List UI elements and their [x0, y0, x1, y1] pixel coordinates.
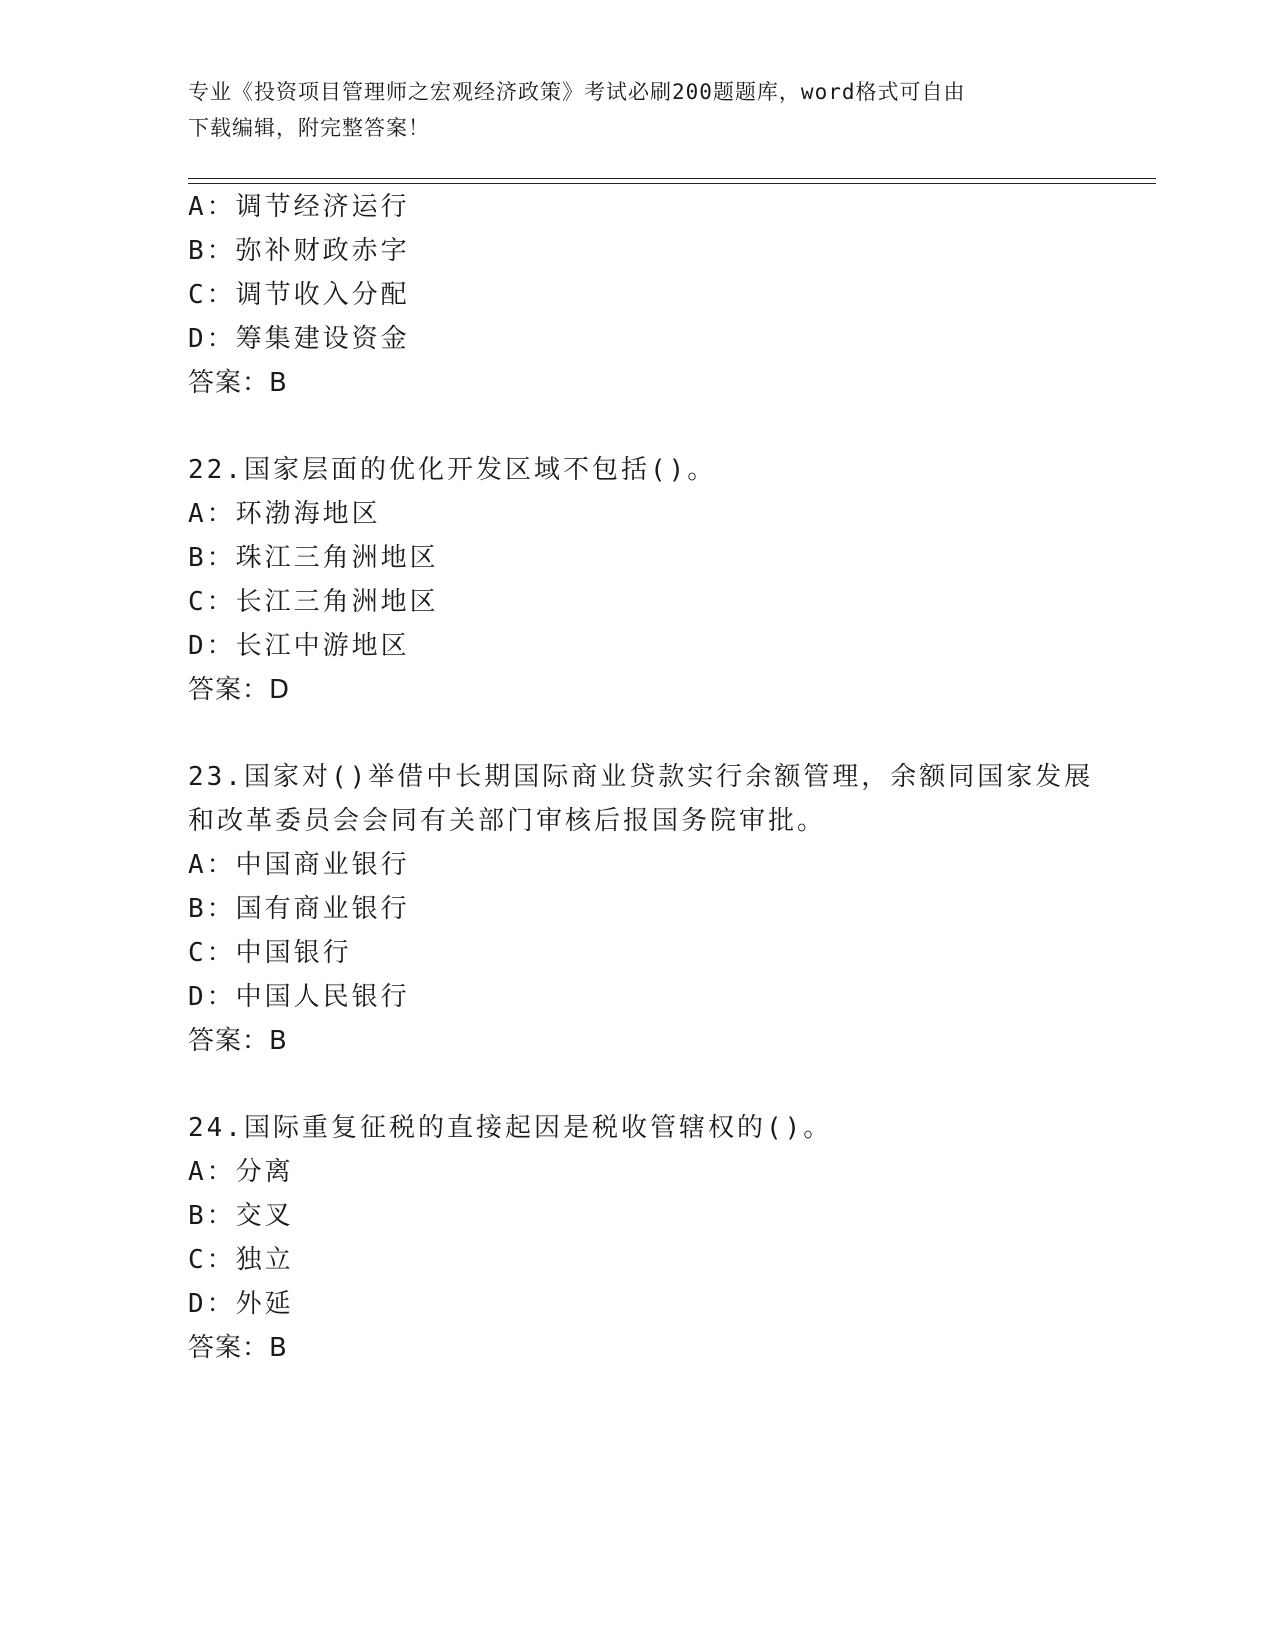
q22-option-c: C：长江三角洲地区 — [188, 587, 439, 617]
q24-option-b: B：交叉 — [188, 1201, 294, 1231]
q21-option-c: C：调节收入分配 — [188, 280, 410, 310]
q24-option-a: A：分离 — [188, 1157, 294, 1187]
document-header — [188, 74, 1088, 146]
header-line-1: 专业《投资项目管理师之宏观经济政策》考试必刷200题题库，word格式可自由 — [188, 80, 966, 104]
q22-answer: 答案：D — [188, 675, 291, 705]
q21-answer: 答案：B — [188, 368, 288, 398]
q24-option-d: D：外延 — [188, 1289, 294, 1319]
q23-option-d: D：中国人民银行 — [188, 982, 410, 1012]
q23-stem-line-2: 和改革委员会会同有关部门审核后报国务院审批。 — [188, 806, 827, 836]
q22-stem: 22.国家层面的优化开发区域不包括()。 — [188, 455, 717, 485]
q22-option-b: B：珠江三角洲地区 — [188, 543, 439, 573]
q23-option-b: B：国有商业银行 — [188, 894, 410, 924]
header-divider-bottom — [188, 183, 1156, 184]
q24-option-c: C：独立 — [188, 1245, 294, 1275]
q23-answer: 答案：B — [188, 1026, 288, 1056]
q23-stem-line-1: 23.国家对()举借中长期国际商业贷款实行余额管理，余额同国家发展 — [188, 762, 1094, 792]
q22-option-a: A：环渤海地区 — [188, 499, 381, 529]
q22-option-d: D：长江中游地区 — [188, 631, 410, 661]
q24-stem: 24.国际重复征税的直接起因是税收管辖权的()。 — [188, 1113, 833, 1143]
q21-option-b: B：弥补财政赤字 — [188, 236, 410, 266]
q24-answer: 答案：B — [188, 1333, 288, 1363]
q21-option-d: D：筹集建设资金 — [188, 324, 410, 354]
q21-option-a: A：调节经济运行 — [188, 192, 410, 222]
header-line-2: 下载编辑，附完整答案！ — [188, 116, 430, 140]
q23-option-a: A：中国商业银行 — [188, 850, 410, 880]
header-divider-top — [188, 178, 1156, 179]
q23-option-c: C：中国银行 — [188, 938, 352, 968]
